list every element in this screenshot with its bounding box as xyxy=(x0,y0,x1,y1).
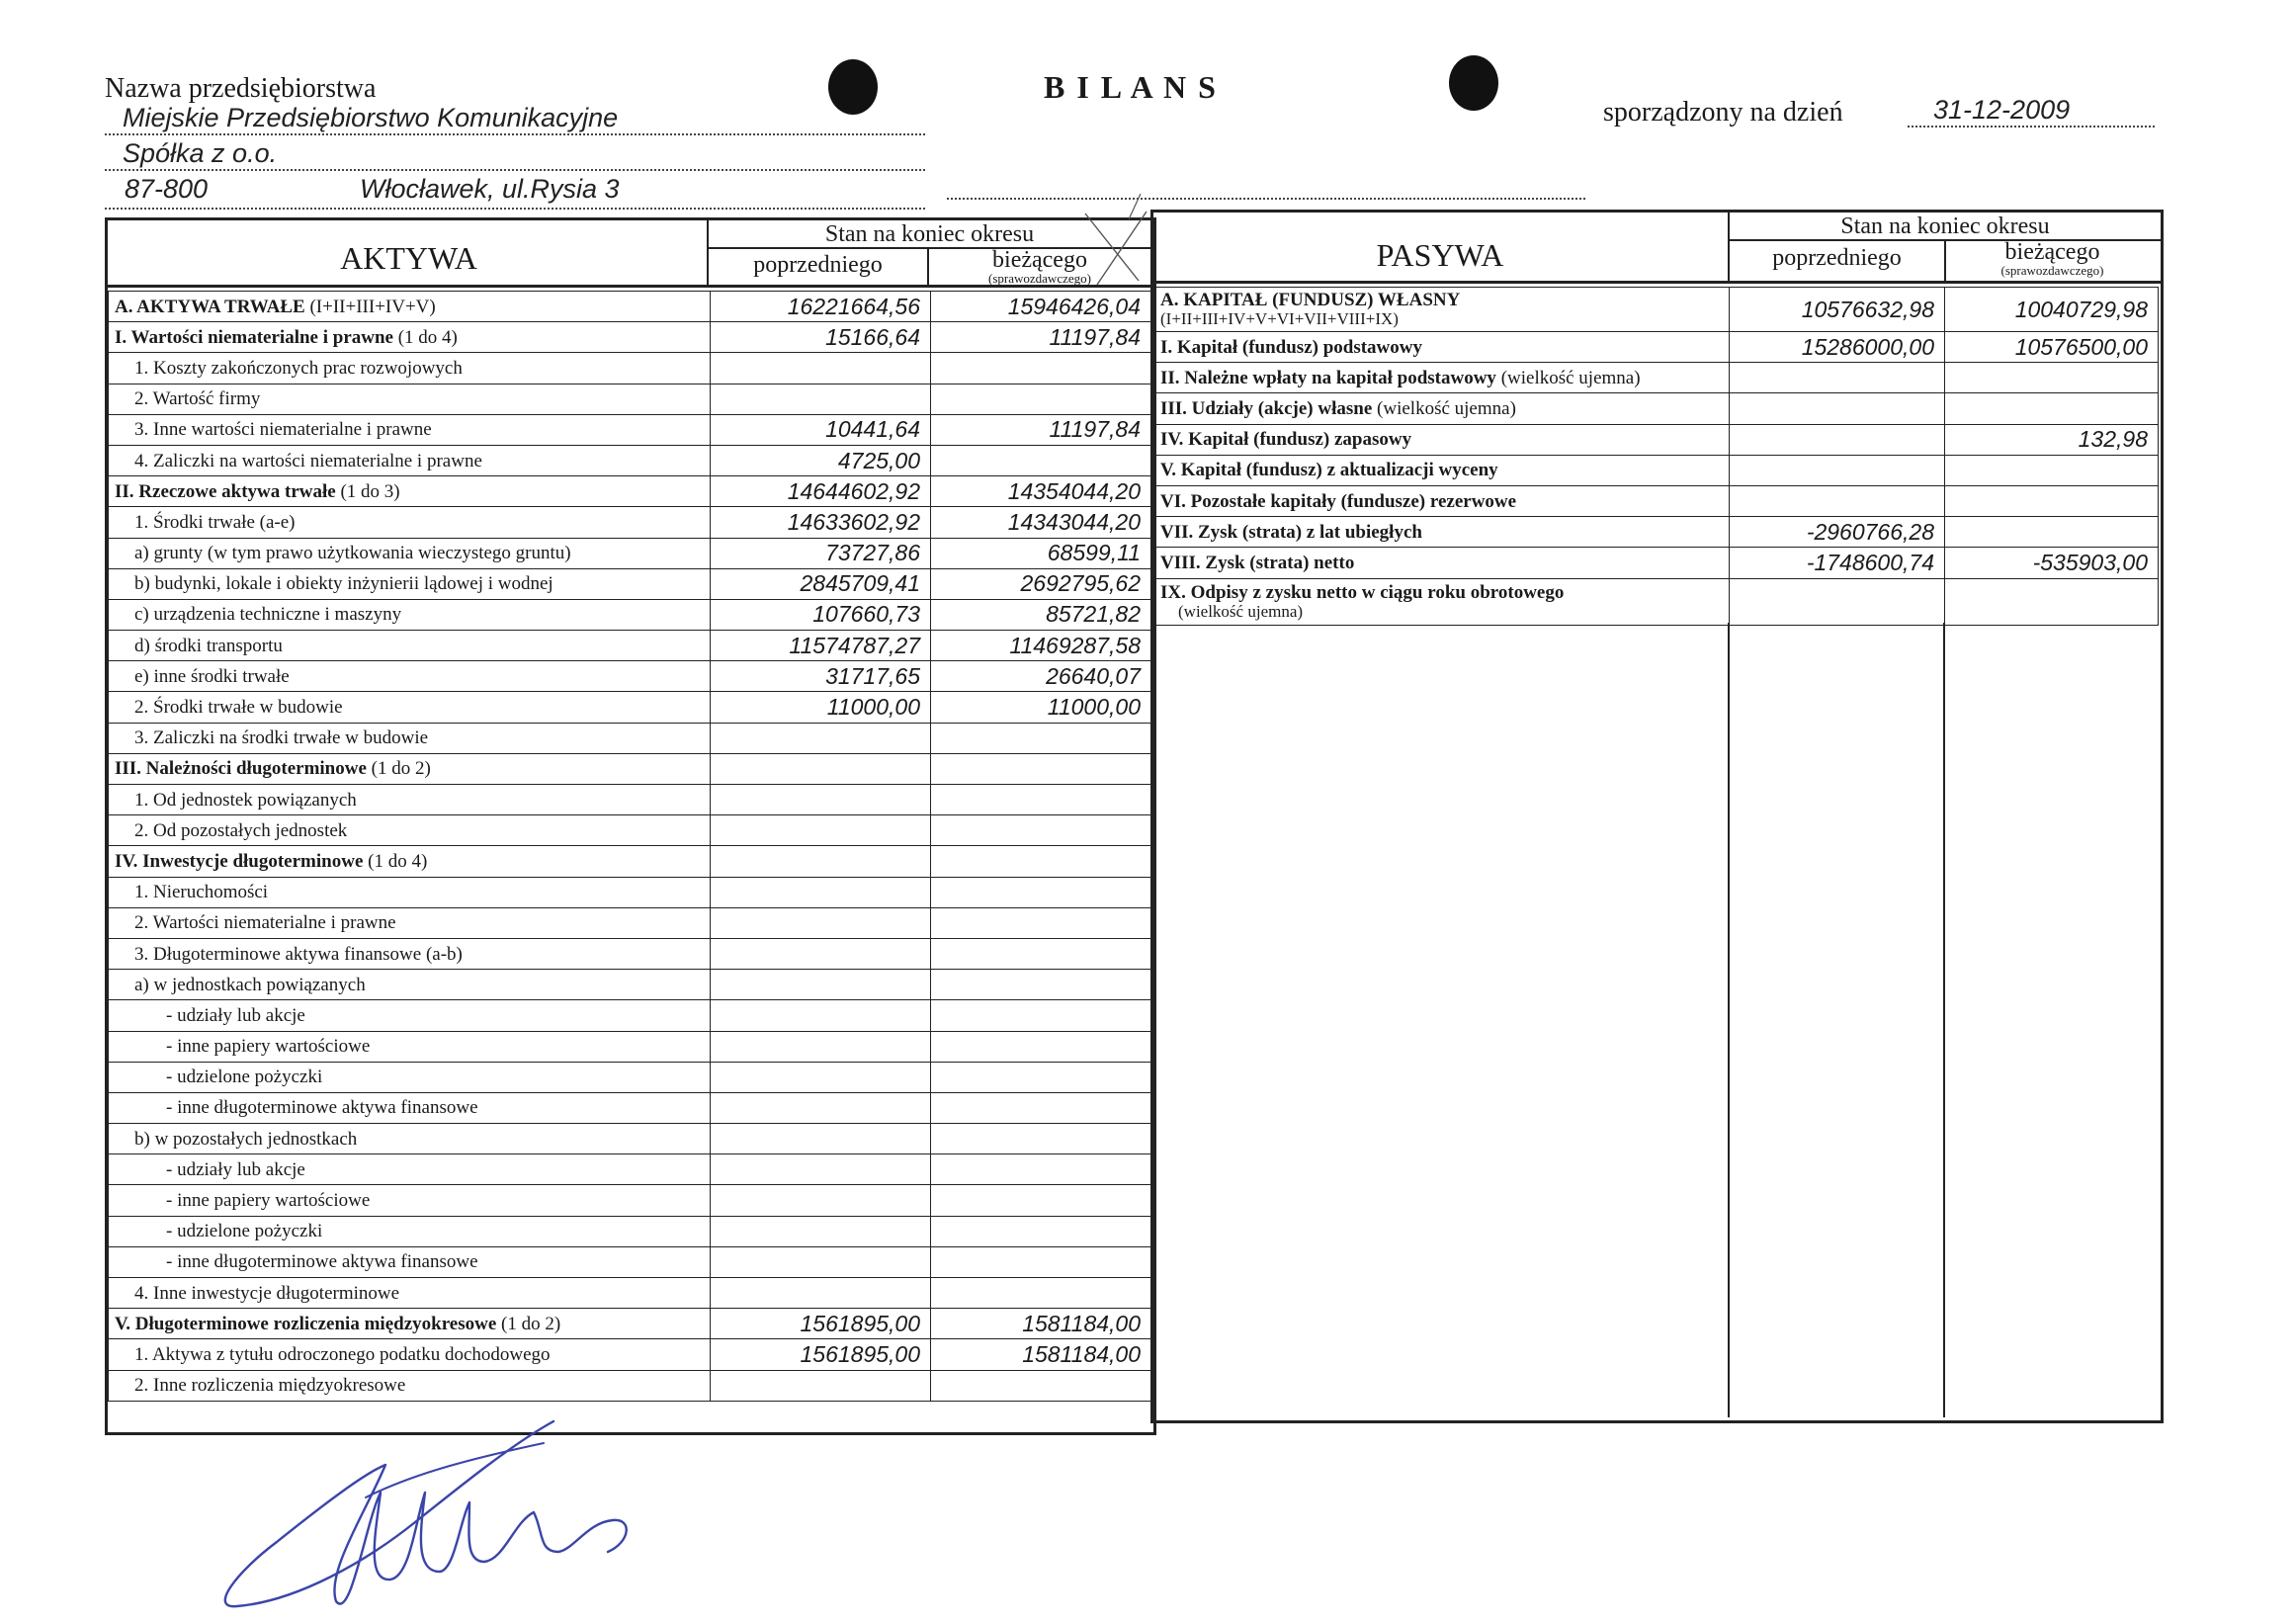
aktywa-row-label xyxy=(109,414,711,445)
aktywa-row xyxy=(109,1031,1151,1062)
aktywa-value-curr xyxy=(931,1185,1151,1216)
aktywa-value-curr: 11469287,58 xyxy=(931,631,1151,661)
aktywa-label-text: 3. Długoterminowe aktywa finansowe (a-b) xyxy=(134,943,463,965)
postal-code: 87-800 xyxy=(125,174,209,204)
pasywa-row xyxy=(1154,548,2159,578)
aktywa-row-label xyxy=(109,1339,711,1370)
aktywa-label-text: 2. Wartości niematerialne i prawne xyxy=(134,912,396,934)
pasywa-value-curr xyxy=(1945,455,2159,485)
aktywa-value-curr xyxy=(931,1370,1151,1401)
aktywa-label-text: b) w pozostałych jednostkach xyxy=(134,1128,358,1150)
aktywa-row-label xyxy=(109,753,711,784)
pasywa-heading: PASYWA xyxy=(1376,237,1504,273)
aktywa-row xyxy=(109,785,1151,815)
aktywa-value-curr: 11000,00 xyxy=(931,692,1151,723)
pasywa-row xyxy=(1154,363,2159,393)
aktywa-row xyxy=(109,907,1151,938)
pasywa-row-label xyxy=(1154,485,1730,516)
aktywa-label-text: - inne papiery wartościowe xyxy=(166,1190,371,1212)
aktywa-label-text: 4. Zaliczki na wartości niematerialne i prawne xyxy=(134,450,482,471)
aktywa-label-text: - udziały lub akcje xyxy=(166,1004,305,1026)
pasywa-row-label xyxy=(1154,332,1730,363)
pasywa-label-text: III. Udziały (akcje) własne xyxy=(1160,397,1373,419)
aktywa-value-prev xyxy=(711,384,931,414)
aktywa-label-text: 1. Koszty zakończonych prac rozwojowych xyxy=(134,357,463,379)
aktywa-value-prev: 31717,65 xyxy=(711,661,931,692)
pasywa-row xyxy=(1154,288,2159,332)
aktywa-label-text: 1. Od jednostek powiązanych xyxy=(134,789,357,811)
aktywa-value-curr: 2692795,62 xyxy=(931,568,1151,599)
pasywa-row xyxy=(1154,332,2159,363)
aktywa-value-prev xyxy=(711,1370,931,1401)
aktywa-value-prev xyxy=(711,753,931,784)
aktywa-row xyxy=(109,846,1151,877)
aktywa-label-text: - udzielone pożyczki xyxy=(166,1067,323,1088)
aktywa-row xyxy=(109,414,1151,445)
company-address: Włocławek, ul.Rysia 3 xyxy=(360,174,620,204)
aktywa-value-prev xyxy=(711,1246,931,1277)
pasywa-value-curr: -535903,00 xyxy=(1945,548,2159,578)
pasywa-label-range: (I+II+III+IV+V+VI+VII+VIII+IX) xyxy=(1160,309,1399,329)
pasywa-label-text: VI. Pozostałe kapitały (fundusze) rezerwowe xyxy=(1160,490,1517,512)
aktywa-row-label xyxy=(109,292,711,322)
pasywa-row-label xyxy=(1154,578,1730,625)
aktywa-row xyxy=(109,1124,1151,1154)
aktywa-value-curr: 26640,07 xyxy=(931,661,1151,692)
aktywa-value-curr xyxy=(931,1154,1151,1185)
aktywa-label-range: (1 do 2) xyxy=(371,758,431,780)
pasywa-label-range: (wielkość ujemna) xyxy=(1178,601,1304,621)
aktywa-value-prev xyxy=(711,1124,931,1154)
aktywa-value-curr xyxy=(931,445,1151,475)
aktywa-row xyxy=(109,1309,1151,1339)
aktywa-row-label xyxy=(109,846,711,877)
aktywa-label-text: 4. Inne inwestycje długoterminowe xyxy=(134,1282,400,1304)
pasywa-row-label xyxy=(1154,548,1730,578)
company-name-label: Nazwa przedsiębiorstwa xyxy=(105,73,377,104)
aktywa-value-prev: 11000,00 xyxy=(711,692,931,723)
pasywa-value-curr xyxy=(1945,363,2159,393)
pasywa-value-prev xyxy=(1730,485,1945,516)
aktywa-value-prev xyxy=(711,815,931,846)
aktywa-row xyxy=(109,384,1151,414)
aktywa-label-text: V. Długoterminowe rozliczenia międzyokresowe xyxy=(115,1313,497,1334)
pasywa-label-range: (wielkość ujemna) xyxy=(1377,397,1516,419)
aktywa-value-curr xyxy=(931,938,1151,969)
aktywa-row-label xyxy=(109,877,711,907)
pasywa-value-curr xyxy=(1945,517,2159,548)
company-address-line xyxy=(105,174,925,210)
aktywa-label-text: A. AKTYWA TRWAŁE xyxy=(115,296,305,317)
pasywa-row-label xyxy=(1154,288,1730,332)
aktywa-col-prev: poprzedniego xyxy=(753,252,883,278)
aktywa-value-prev: 14644602,92 xyxy=(711,476,931,507)
aktywa-row xyxy=(109,1278,1151,1309)
aktywa-label-text: a) grunty (w tym prawo użytkowania wieczystego gruntu) xyxy=(134,543,571,564)
punch-hole-right xyxy=(1449,55,1498,111)
aktywa-row-label xyxy=(109,1031,711,1062)
pasywa-label-text: VII. Zysk (strata) z lat ubiegłych xyxy=(1160,521,1422,543)
aktywa-label-range: (1 do 4) xyxy=(368,850,428,872)
aktywa-row xyxy=(109,445,1151,475)
aktywa-value-prev xyxy=(711,353,931,384)
pasywa-value-curr: 10040729,98 xyxy=(1945,288,2159,332)
aktywa-row xyxy=(109,815,1151,846)
aktywa-label-text: - inne papiery wartościowe xyxy=(166,1036,371,1058)
aktywa-row xyxy=(109,1092,1151,1123)
aktywa-value-prev xyxy=(711,1062,931,1092)
aktywa-row-label xyxy=(109,1154,711,1185)
aktywa-value-curr xyxy=(931,815,1151,846)
aktywa-value-prev: 107660,73 xyxy=(711,599,931,630)
aktywa-label-text: - inne długoterminowe aktywa finansowe xyxy=(166,1097,478,1119)
aktywa-row xyxy=(109,1216,1151,1246)
aktywa-label-text: - udzielone pożyczki xyxy=(166,1221,323,1242)
aktywa-value-prev: 2845709,41 xyxy=(711,568,931,599)
pasywa-col-curr-note: (sprawozdawczego) xyxy=(2000,263,2104,278)
aktywa-value-prev xyxy=(711,1031,931,1062)
aktywa-value-curr: 1581184,00 xyxy=(931,1309,1151,1339)
aktywa-row-label xyxy=(109,322,711,353)
aktywa-value-curr xyxy=(931,1124,1151,1154)
pasywa-row xyxy=(1154,455,2159,485)
aktywa-label-text: 2. Wartość firmy xyxy=(134,388,261,410)
pen-strike-mark xyxy=(1077,194,1156,293)
aktywa-row xyxy=(109,631,1151,661)
aktywa-row xyxy=(109,1370,1151,1401)
pasywa-table xyxy=(1153,287,2159,626)
aktywa-value-curr xyxy=(931,877,1151,907)
pasywa-row-label xyxy=(1154,455,1730,485)
aktywa-row xyxy=(109,661,1151,692)
aktywa-label-range: (I+II+III+IV+V) xyxy=(309,296,436,317)
aktywa-label-text: 2. Inne rozliczenia międzyokresowe xyxy=(134,1375,406,1397)
aktywa-label-range: (1 do 3) xyxy=(340,480,400,502)
pasywa-label-text: IX. Odpisy z zysku netto w ciągu roku obrotowego xyxy=(1160,581,1565,603)
aktywa-value-prev xyxy=(711,1216,931,1246)
aktywa-label-text: a) w jednostkach powiązanych xyxy=(134,974,366,995)
aktywa-label-text: 3. Inne wartości niematerialne i prawne xyxy=(134,419,432,441)
aktywa-label-text: 2. Środki trwałe w budowie xyxy=(134,697,343,719)
address-extra-line xyxy=(947,174,1585,200)
aktywa-value-prev: 11574787,27 xyxy=(711,631,931,661)
aktywa-value-curr: 1581184,00 xyxy=(931,1339,1151,1370)
date-label: sporządzony na dzień xyxy=(1603,97,1843,128)
aktywa-row xyxy=(109,322,1151,353)
pasywa-period-heading: Stan na koniec okresu xyxy=(1840,214,2050,239)
aktywa-row-label xyxy=(109,1000,711,1031)
aktywa-value-curr: 85721,82 xyxy=(931,599,1151,630)
aktywa-row-label xyxy=(109,507,711,538)
aktywa-row-label xyxy=(109,970,711,1000)
aktywa-value-prev xyxy=(711,723,931,753)
aktywa-row xyxy=(109,1154,1151,1185)
aktywa-value-curr xyxy=(931,1062,1151,1092)
pasywa-label-text: I. Kapitał (fundusz) podstawowy xyxy=(1160,336,1422,358)
aktywa-row xyxy=(109,1339,1151,1370)
pasywa-row xyxy=(1154,485,2159,516)
aktywa-label-text: 1. Nieruchomości xyxy=(134,882,269,903)
aktywa-row-label xyxy=(109,1062,711,1092)
aktywa-period-heading: Stan na koniec okresu xyxy=(824,221,1035,247)
aktywa-row-label xyxy=(109,1185,711,1216)
aktywa-label-text: - inne długoterminowe aktywa finansowe xyxy=(166,1251,478,1273)
pasywa-row-label xyxy=(1154,517,1730,548)
pasywa-value-curr xyxy=(1945,485,2159,516)
pasywa-value-curr: 10576500,00 xyxy=(1945,332,2159,363)
aktywa-value-curr xyxy=(931,753,1151,784)
pasywa-value-curr xyxy=(1945,393,2159,424)
aktywa-value-curr xyxy=(931,846,1151,877)
aktywa-value-prev xyxy=(711,938,931,969)
aktywa-row xyxy=(109,970,1151,1000)
aktywa-label-text: 3. Zaliczki na środki trwałe w budowie xyxy=(134,727,429,749)
pasywa-value-prev xyxy=(1730,393,1945,424)
aktywa-value-curr xyxy=(931,1092,1151,1123)
aktywa-value-curr: 68599,11 xyxy=(931,538,1151,568)
pasywa-row-label xyxy=(1154,424,1730,455)
pasywa-value-prev xyxy=(1730,455,1945,485)
aktywa-label-text: 2. Od pozostałych jednostek xyxy=(134,819,348,841)
aktywa-row xyxy=(109,507,1151,538)
aktywa-label-text: II. Rzeczowe aktywa trwałe xyxy=(115,480,336,502)
pasywa-row xyxy=(1154,424,2159,455)
aktywa-value-prev xyxy=(711,1000,931,1031)
aktywa-row xyxy=(109,1185,1151,1216)
aktywa-row-label xyxy=(109,1124,711,1154)
aktywa-row xyxy=(109,723,1151,753)
aktywa-value-prev xyxy=(711,1278,931,1309)
aktywa-row-label xyxy=(109,353,711,384)
aktywa-row xyxy=(109,1000,1151,1031)
pasywa-label-text: A. KAPITAŁ (FUNDUSZ) WŁASNY xyxy=(1160,290,1461,311)
aktywa-row-label xyxy=(109,476,711,507)
aktywa-row-label xyxy=(109,785,711,815)
aktywa-heading: AKTYWA xyxy=(340,240,477,276)
aktywa-value-curr xyxy=(931,1278,1151,1309)
aktywa-value-prev xyxy=(711,1092,931,1123)
aktywa-row-label xyxy=(109,692,711,723)
aktywa-value-prev xyxy=(711,970,931,1000)
pasywa-label-text: II. Należne wpłaty na kapitał podstawowy xyxy=(1160,367,1496,388)
aktywa-value-curr: 11197,84 xyxy=(931,322,1151,353)
aktywa-label-text: 1. Aktywa z tytułu odroczonego podatku dochodowego xyxy=(134,1343,551,1365)
aktywa-col-curr-note: (sprawozdawczego) xyxy=(988,271,1091,286)
pasywa-value-prev: 15286000,00 xyxy=(1730,332,1945,363)
aktywa-label-text: - udziały lub akcje xyxy=(166,1158,305,1180)
aktywa-value-prev xyxy=(711,1185,931,1216)
aktywa-row-label xyxy=(109,1278,711,1309)
aktywa-value-curr xyxy=(931,970,1151,1000)
aktywa-row xyxy=(109,938,1151,969)
aktywa-table xyxy=(108,291,1151,1402)
aktywa-row xyxy=(109,1246,1151,1277)
aktywa-row xyxy=(109,599,1151,630)
pasywa-row-label xyxy=(1154,393,1730,424)
aktywa-value-prev xyxy=(711,1154,931,1185)
aktywa-value-prev: 16221664,56 xyxy=(711,292,931,322)
aktywa-row-label xyxy=(109,1246,711,1277)
pasywa-value-prev: -1748600,74 xyxy=(1730,548,1945,578)
aktywa-label-text: IV. Inwestycje długoterminowe xyxy=(115,850,364,872)
aktywa-row-label xyxy=(109,1216,711,1246)
aktywa-row xyxy=(109,1062,1151,1092)
aktywa-row xyxy=(109,538,1151,568)
pasywa-empty-area xyxy=(1153,623,2158,1417)
aktywa-row-label xyxy=(109,661,711,692)
aktywa-label-text: b) budynki, lokale i obiekty inżynierii lądowej i wodnej xyxy=(134,573,553,595)
aktywa-col-curr: bieżącego xyxy=(992,247,1087,273)
pasywa-col-prev: poprzedniego xyxy=(1772,245,1902,271)
pasywa-value-prev xyxy=(1730,578,1945,625)
aktywa-row-label xyxy=(109,723,711,753)
aktywa-row xyxy=(109,292,1151,322)
aktywa-value-prev xyxy=(711,785,931,815)
company-name-line2: Spółka z o.o. xyxy=(105,138,925,171)
pasywa-col-curr: bieżącego xyxy=(2004,239,2100,265)
aktywa-row-label xyxy=(109,1092,711,1123)
aktywa-label-text: e) inne środki trwałe xyxy=(134,665,290,687)
aktywa-value-curr: 14354044,20 xyxy=(931,476,1151,507)
aktywa-value-prev: 15166,64 xyxy=(711,322,931,353)
aktywa-row xyxy=(109,353,1151,384)
aktywa-row-label xyxy=(109,815,711,846)
aktywa-value-curr xyxy=(931,1031,1151,1062)
aktywa-value-prev xyxy=(711,907,931,938)
pasywa-row xyxy=(1154,517,2159,548)
aktywa-value-prev: 10441,64 xyxy=(711,414,931,445)
pasywa-label-text: IV. Kapitał (fundusz) zapasowy xyxy=(1160,429,1412,451)
aktywa-value-curr xyxy=(931,785,1151,815)
aktywa-row xyxy=(109,877,1151,907)
aktywa-row-label xyxy=(109,445,711,475)
page-title: B I L A N S xyxy=(1044,69,1218,105)
aktywa-row-label xyxy=(109,631,711,661)
aktywa-row xyxy=(109,753,1151,784)
pasywa-header-bottom-rule xyxy=(1150,281,2161,284)
aktywa-row-label xyxy=(109,907,711,938)
aktywa-row xyxy=(109,692,1151,723)
signature xyxy=(217,1404,652,1621)
pasywa-label-text: VIII. Zysk (strata) netto xyxy=(1160,552,1355,573)
pasywa-label-text: V. Kapitał (fundusz) z aktualizacji wyceny xyxy=(1160,460,1498,481)
aktywa-row-label xyxy=(109,1309,711,1339)
aktywa-value-curr xyxy=(931,1000,1151,1031)
pasywa-value-prev xyxy=(1730,424,1945,455)
aktywa-value-curr xyxy=(931,907,1151,938)
pasywa-row xyxy=(1154,578,2159,625)
aktywa-value-prev: 73727,86 xyxy=(711,538,931,568)
aktywa-value-curr xyxy=(931,384,1151,414)
aktywa-value-curr: 15946426,04 xyxy=(931,292,1151,322)
pasywa-value-prev xyxy=(1730,363,1945,393)
aktywa-label-range: (1 do 2) xyxy=(501,1313,561,1334)
punch-hole-left xyxy=(828,59,878,115)
aktywa-value-prev: 1561895,00 xyxy=(711,1309,931,1339)
aktywa-row-label xyxy=(109,1370,711,1401)
aktywa-label-text: 1. Środki trwałe (a-e) xyxy=(134,511,296,533)
aktywa-row xyxy=(109,568,1151,599)
aktywa-value-prev xyxy=(711,877,931,907)
aktywa-label-text: c) urządzenia techniczne i maszyny xyxy=(134,604,402,626)
aktywa-value-curr: 14343044,20 xyxy=(931,507,1151,538)
date-value: 31-12-2009 xyxy=(1908,95,2155,128)
pasywa-value-curr xyxy=(1945,578,2159,625)
aktywa-row-label xyxy=(109,384,711,414)
aktywa-label-text: I. Wartości niematerialne i prawne xyxy=(115,326,393,348)
aktywa-value-prev: 4725,00 xyxy=(711,445,931,475)
aktywa-row-label xyxy=(109,538,711,568)
aktywa-value-curr: 11197,84 xyxy=(931,414,1151,445)
aktywa-label-range: (1 do 4) xyxy=(397,326,458,348)
aktywa-label-text: III. Należności długoterminowe xyxy=(115,758,367,780)
pasywa-value-prev: -2960766,28 xyxy=(1730,517,1945,548)
aktywa-value-prev: 1561895,00 xyxy=(711,1339,931,1370)
aktywa-value-prev: 14633602,92 xyxy=(711,507,931,538)
aktywa-value-curr xyxy=(931,723,1151,753)
company-name-line1: Miejskie Przedsiębiorstwo Komunikacyjne xyxy=(105,103,925,135)
aktywa-row-label xyxy=(109,599,711,630)
aktywa-value-curr xyxy=(931,1246,1151,1277)
pasywa-row-label xyxy=(1154,363,1730,393)
pasywa-label-range: (wielkość ujemna) xyxy=(1500,367,1641,388)
pasywa-value-prev: 10576632,98 xyxy=(1730,288,1945,332)
aktywa-value-prev xyxy=(711,846,931,877)
pasywa-value-curr: 132,98 xyxy=(1945,424,2159,455)
aktywa-row-label xyxy=(109,568,711,599)
aktywa-row xyxy=(109,476,1151,507)
aktywa-row-label xyxy=(109,938,711,969)
pasywa-row xyxy=(1154,393,2159,424)
aktywa-label-text: d) środki transportu xyxy=(134,635,283,656)
aktywa-value-curr xyxy=(931,353,1151,384)
aktywa-value-curr xyxy=(931,1216,1151,1246)
